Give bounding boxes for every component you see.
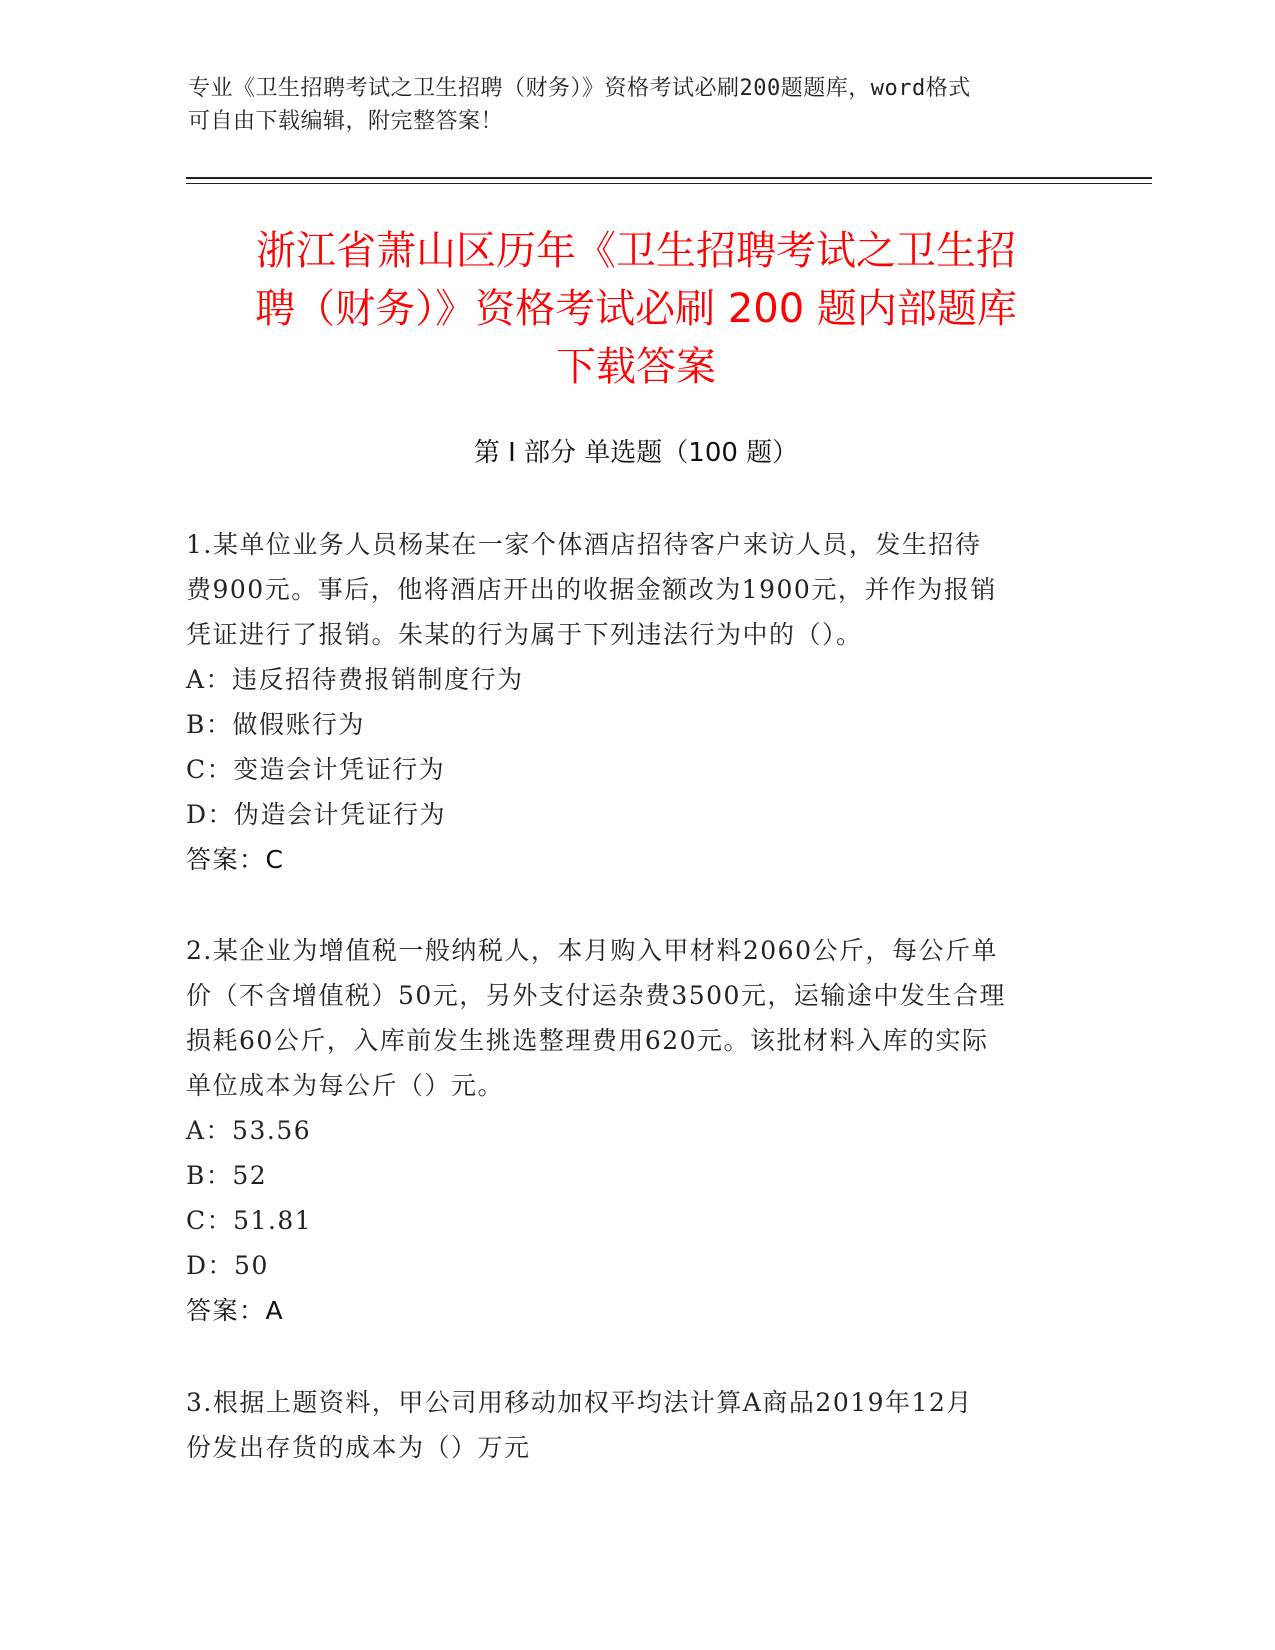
question-3 bbox=[186, 1380, 1086, 1470]
title-line-1: 浙江省萧山区历年《卫生招聘考试之卫生招 bbox=[256, 228, 1016, 274]
option-c: C：变造会计凭证行为 bbox=[186, 755, 446, 784]
question-stem-line: 凭证进行了报销。朱某的行为属于下列违法行为中的（）。 bbox=[186, 620, 863, 649]
option-c: C：51.81 bbox=[186, 1206, 313, 1235]
option-b: B：52 bbox=[186, 1161, 268, 1190]
header-note-line-1: 专业《卫生招聘考试之卫生招聘（财务）》资格考试必刷200题题库，word格式 bbox=[188, 76, 971, 101]
document-title bbox=[186, 222, 1086, 396]
question-stem-line: 份发出存货的成本为（）万元 bbox=[186, 1433, 531, 1462]
question-stem-line: 2.某企业为增值税一般纳税人，本月购入甲材料2060公斤，每公斤单 bbox=[186, 936, 998, 965]
header-note-line-2: 可自由下载编辑，附完整答案！ bbox=[188, 109, 504, 134]
option-b: B：做假账行为 bbox=[186, 710, 365, 739]
question-stem-line: 1.某单位业务人员杨某在一家个体酒店招待客户来访人员，发生招待 bbox=[186, 530, 982, 559]
header-divider-thick bbox=[186, 177, 1152, 179]
option-d: D：50 bbox=[186, 1251, 269, 1280]
option-a: A：53.56 bbox=[186, 1116, 312, 1145]
question-stem-line: 费900元。事后，他将酒店开出的收据金额改为1900元，并作为报销 bbox=[186, 575, 997, 604]
section-heading: 第 I 部分 单选题（100 题） bbox=[473, 438, 799, 468]
question-stem-line: 损耗60公斤，入库前发生挑选整理费用620元。该批材料入库的实际 bbox=[186, 1026, 989, 1055]
answer: 答案：C bbox=[186, 845, 285, 874]
header-divider-thin bbox=[186, 183, 1152, 184]
option-a: A：违反招待费报销制度行为 bbox=[186, 665, 524, 694]
question-1 bbox=[186, 522, 1086, 882]
question-stem-line: 3.根据上题资料，甲公司用移动加权平均法计算A商品2019年12月 bbox=[186, 1388, 973, 1417]
title-line-3: 下载答案 bbox=[556, 344, 716, 390]
header-note bbox=[188, 72, 1068, 138]
question-2 bbox=[186, 928, 1086, 1333]
question-stem-line: 价（不含增值税）50元，另外支付运杂费3500元，运输途中发生合理 bbox=[186, 981, 1006, 1010]
title-line-2: 聘（财务）》资格考试必刷 200 题内部题库 bbox=[255, 286, 1017, 332]
question-stem-line: 单位成本为每公斤（）元。 bbox=[186, 1071, 505, 1100]
answer: 答案：A bbox=[186, 1296, 285, 1325]
option-d: D：伪造会计凭证行为 bbox=[186, 800, 447, 829]
